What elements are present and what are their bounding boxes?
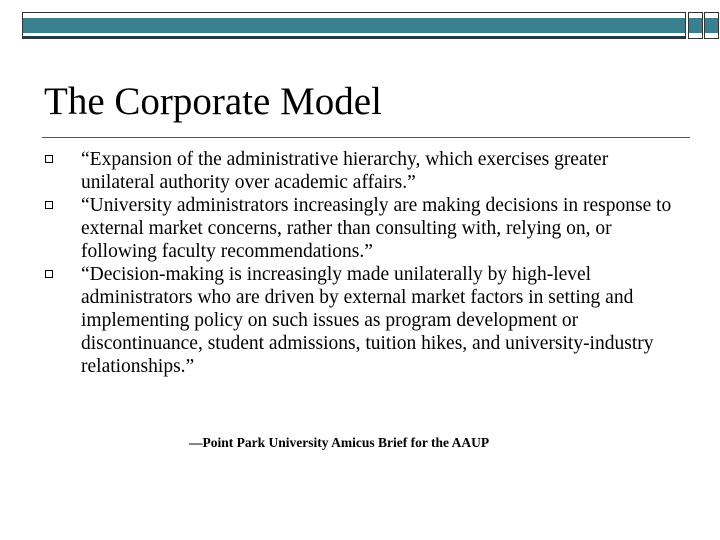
top-corner-box-left [688,12,703,39]
top-decorative-bar [22,12,686,39]
slide-title: The Corporate Model [44,80,382,123]
bullet-text: “University administrators increasingly are making decisions in response to external market concerns, rather than consulting with, relying on, or following faculty recommendations.” [81,195,672,262]
hollow-square-bullet-icon [45,155,53,163]
top-corner-box-right [704,12,719,39]
bullet-item [44,148,680,194]
corner-box-band [689,18,702,33]
hollow-square-bullet-icon [45,201,53,209]
bullet-list [44,148,680,378]
corner-box-band [705,18,718,33]
title-divider [42,137,690,138]
bullet-text: “Expansion of the administrative hierarchy, which exercises greater unilateral authority over academic affairs.” [81,149,609,193]
top-bar-bottom-edge [23,36,685,38]
bullet-text: “Decision-making is increasingly made unilaterally by high-level administrators who are driven by external market factors in setting and implementing policy on such issues as program development or discontinuance, student admissions, tuition hikes, and university-industry relationships.” [81,264,654,377]
top-bar-accent-band [23,18,685,33]
hollow-square-bullet-icon [45,270,53,278]
bullet-item [44,263,680,378]
quote-attribution: —Point Park University Amicus Brief for the AAUP [189,435,490,450]
bullet-item [44,194,680,263]
